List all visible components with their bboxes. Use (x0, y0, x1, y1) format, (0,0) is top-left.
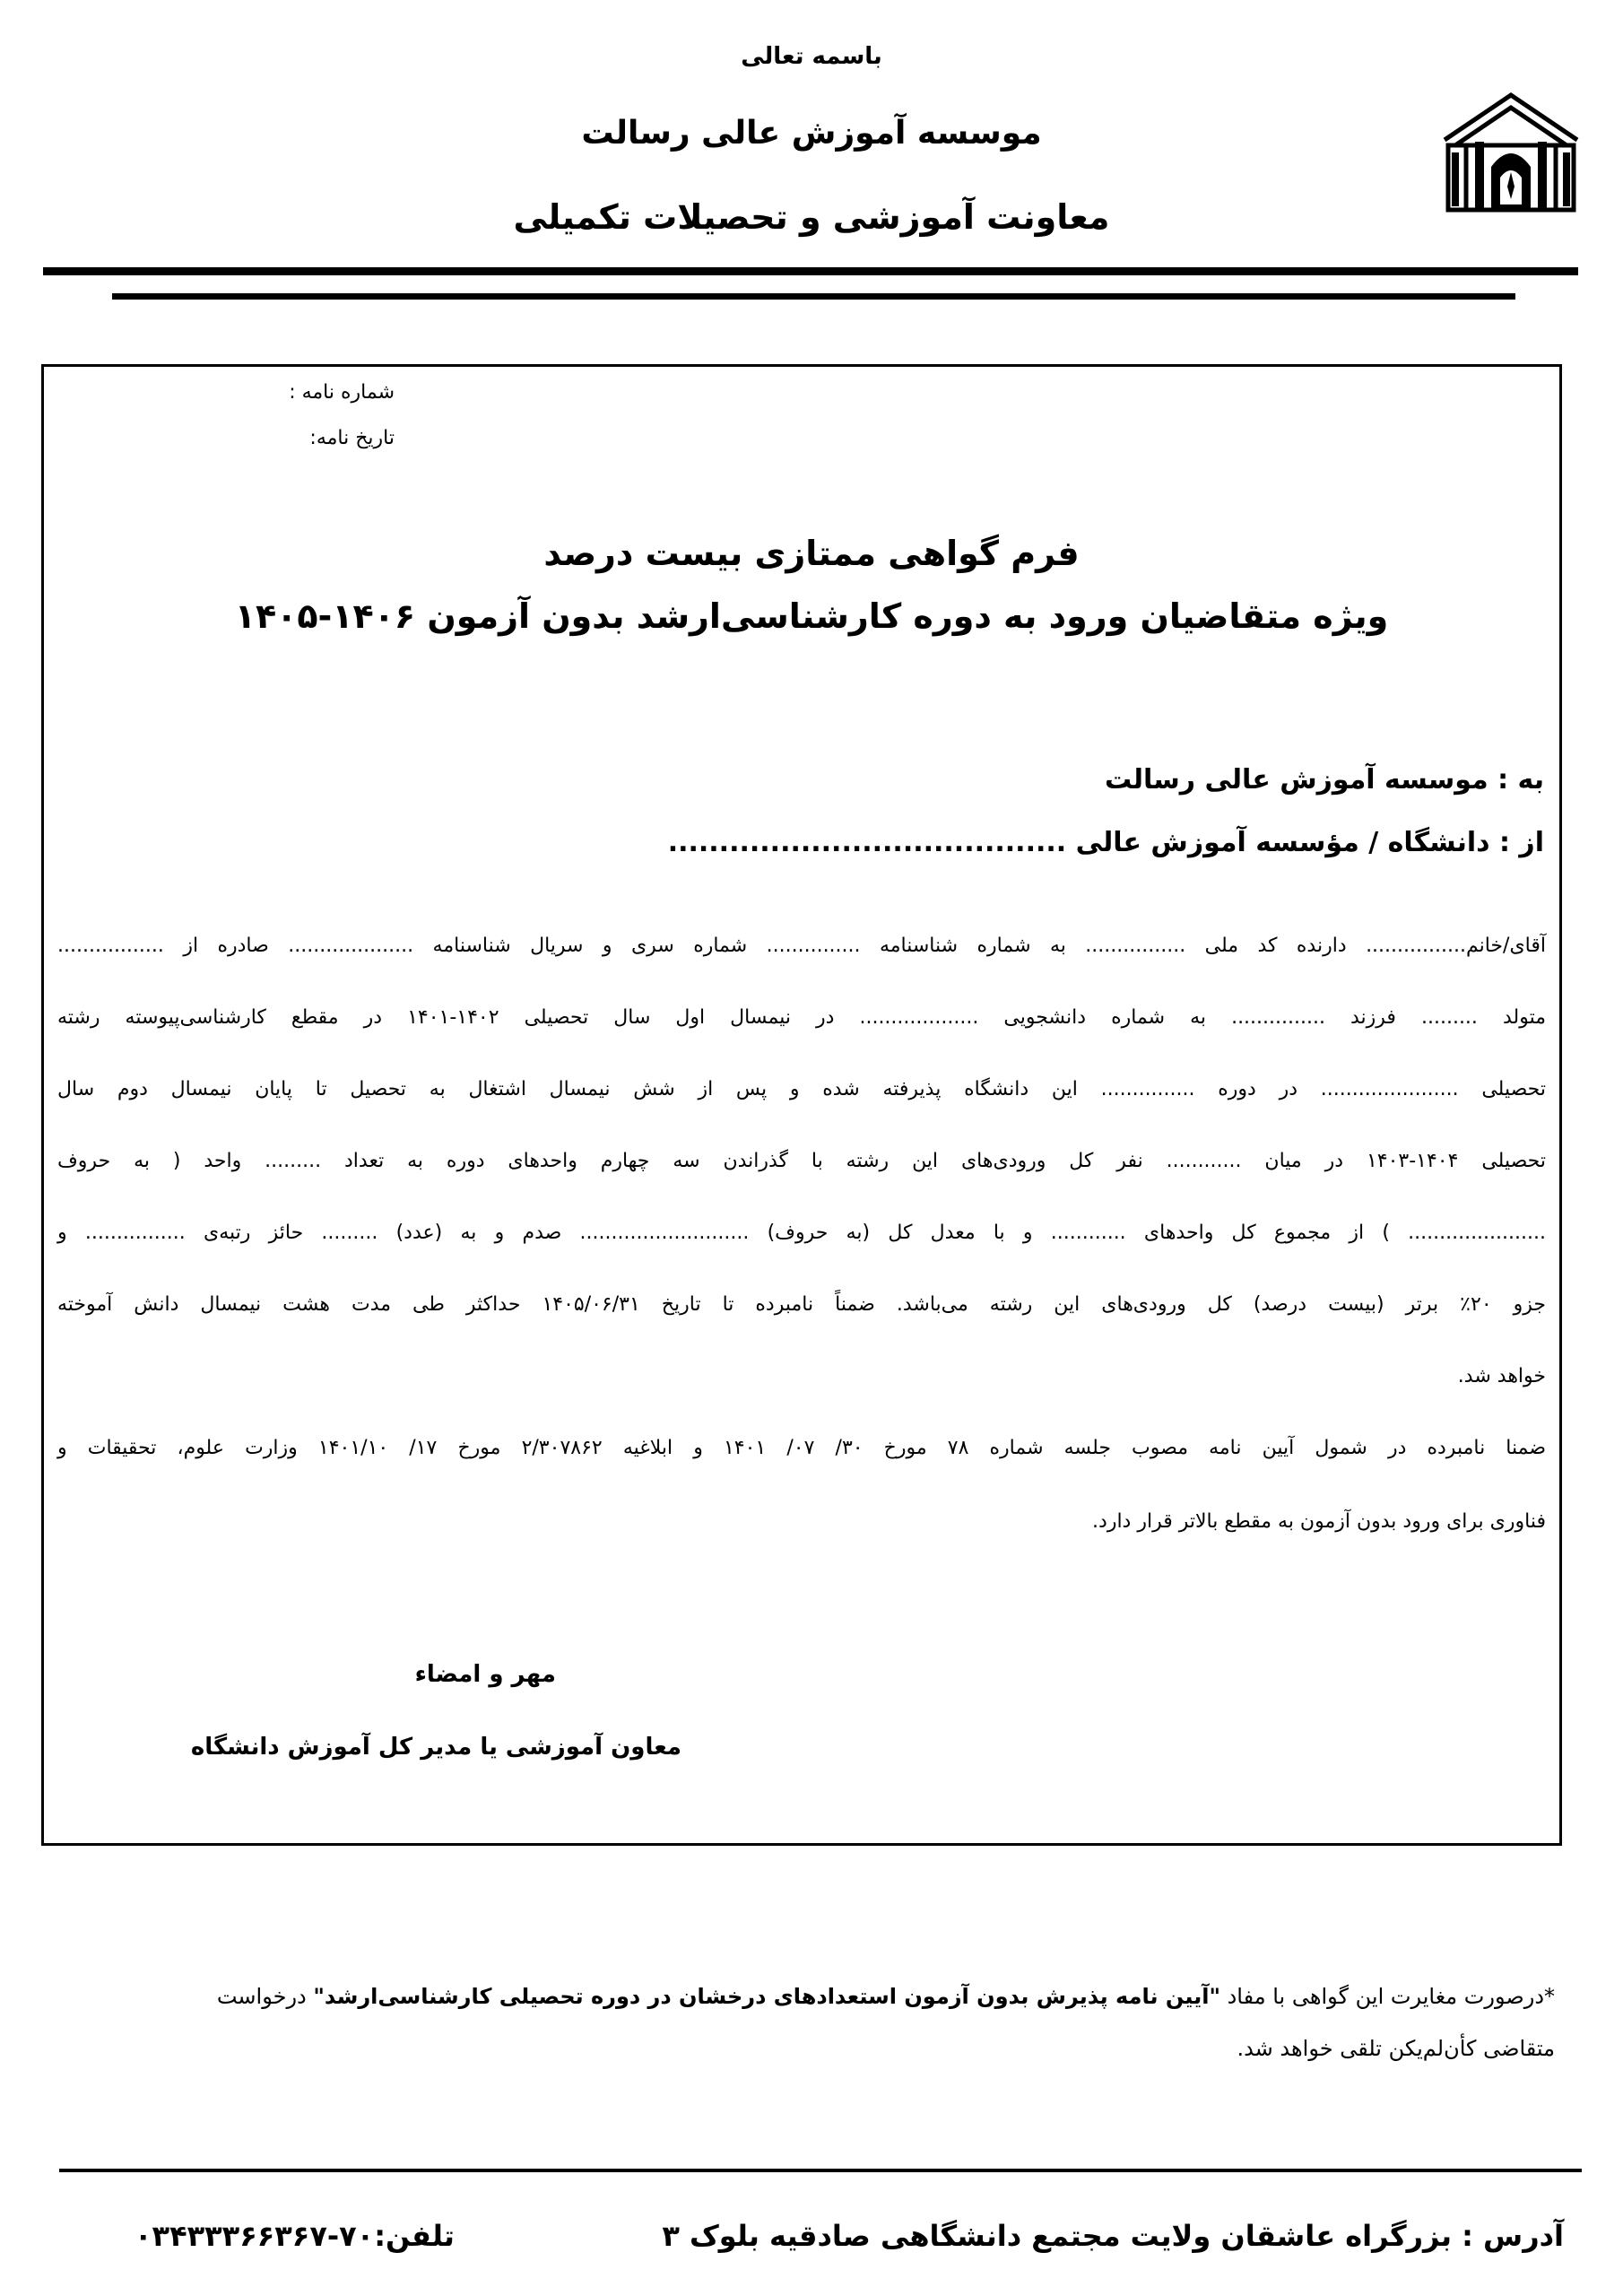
deputy-name: معاونت آموزشی و تحصیلات تکمیلی (513, 197, 1110, 237)
form-title: فرم گواهی ممتازی بیست درصد (543, 534, 1080, 573)
body-line: تحصیلی ...................... در دوره ............... این دانشگاه پذیرفته شده و پس از شش نیمسال اشتغال به تحصیل تا پایان نیمسال دوم سال (57, 1078, 1546, 1100)
form-subtitle: ویژه متقاضیان ورود به دوره کارشناسی‌ارشد بدون آزمون ۱۴۰۶-۱۴۰۵ (234, 596, 1389, 636)
footer-rule (59, 2169, 1582, 2172)
body-line: ...................... ) از مجموع کل واحدهای ............ و با معدل کل (به حروف) ........................... صدم و به (عدد) ......... حائز رتبه‌ی ................ و (57, 1222, 1546, 1244)
institute-name: موسسه آموزش عالی رسالت (581, 115, 1042, 152)
body-line: تحصیلی ۱۴۰۴-۱۴۰۳ در میان ............ نفر کل ورودی‌های این رشته با گذراندن سه چهارم واحدهای دوره به تعداد ......... واحد ( به حروف (57, 1150, 1546, 1172)
footnote-line (75, 1984, 1555, 2009)
body-line: متولد ......... فرزند ............... به شماره دانشجویی ................... در نیمسال اول سال تحصیلی ۱۴۰۲-۱۴۰۱ در مقطع کارشناسی‌پیوسته رشته (57, 1006, 1546, 1029)
footnote-regulation-title: "آیین نامه پذیرش بدون آزمون استعدادهای درخشان در دوره تحصیلی کارشناسی‌ارشد" (313, 1984, 1220, 2009)
bismillah-heading: باسمه تعالی (741, 43, 882, 70)
body-line: جزو ۲۰٪ برتر (بیست درصد) کل ورودی‌های این رشته می‌باشد. ضمناً نامبرده تا تاریخ ۱۴۰۵/۰۶/۳۱ حداکثر طی مدت هشت نیمسال دانش آموخته (57, 1293, 1547, 1316)
signer-title: معاون آموزشی یا مدیر کل آموزش دانشگاه (190, 1734, 681, 1761)
letter-date-label: تاریخ نامه: (309, 427, 395, 449)
footer-address: آدرس : بزرگراه عاشقان ولایت مجتمع دانشگاهی صادقیه بلوک ۳ (662, 2219, 1564, 2253)
body-line: خواهد شد. (1457, 1365, 1546, 1387)
footnote-suffix: درخواست (216, 1984, 314, 2009)
body-line: آقای/خانم................ دارنده کد ملی ................ به شماره شناسنامه ............... شماره سری و سریال شناسنامه .................... صادره از ................. (57, 935, 1546, 957)
header-rule-thick (43, 267, 1578, 275)
recipient-line: به : موسسه آموزش عالی رسالت (1104, 764, 1544, 796)
letter-number-label: شماره نامه : (289, 381, 395, 404)
footnote-prefix: *درصورت مغایرت این گواهی با مفاد (1219, 1984, 1555, 2009)
header-rule-thin (112, 293, 1515, 300)
body-line: فناوری برای ورود بدون آزمون به مقطع بالاتر قرار دارد. (1092, 1510, 1546, 1533)
sender-line: از : دانشگاه / مؤسسه آموزش عالی ....................................... (667, 827, 1544, 858)
footnote-line: متقاضی کأن‌لم‌یکن تلقی خواهد شد. (1237, 2036, 1555, 2061)
form-frame (41, 364, 1562, 1846)
footer-phone: تلفن:۷۰-۰۳۴۳۳۳۶۶۳۶۷ (135, 2219, 455, 2253)
seal-and-signature-label: مهر و امضاء (414, 1661, 556, 1688)
body-line: ضمنا نامبرده در شمول آیین نامه مصوب جلسه شماره ۷۸ مورخ ۳۰/ ۰۷/ ۱۴۰۱ و ابلاغیه ۲/۳۰۷۸۶۲ مورخ ۱۷/ ۱۴۰۱/۱۰ وزارت علوم، تحقیقات و (57, 1437, 1547, 1459)
institute-logo-icon (1439, 90, 1583, 215)
